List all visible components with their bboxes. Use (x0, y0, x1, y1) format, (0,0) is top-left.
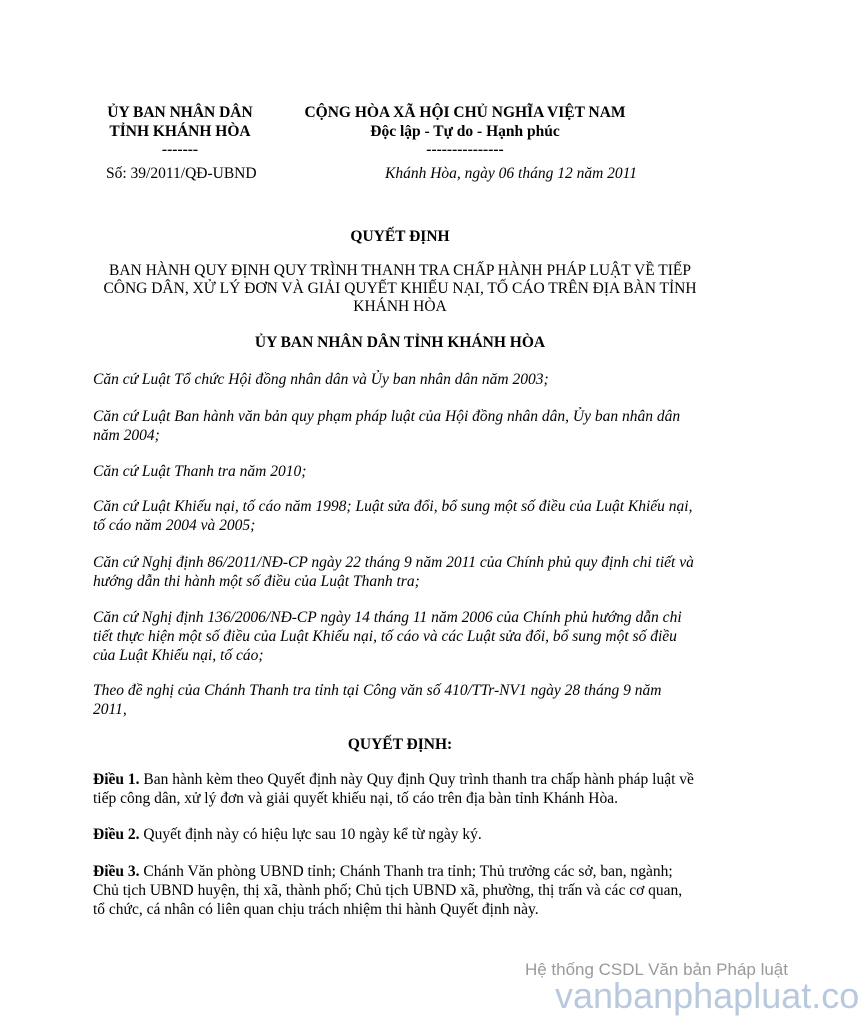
basis-line: Căn cứ Nghị định 86/2011/NĐ-CP ngày 22 tháng 9 năm 2011 của Chính phủ quy định chi tiết và (93, 554, 694, 571)
issuing-authority: ỦY BAN NHÂN DÂN TỈNH KHÁNH HÒA (254, 334, 546, 351)
article-label: Điều 3. (93, 863, 140, 880)
national-name: CỘNG HÒA XÃ HỘI CHỦ NGHĨA VIỆT NAM (304, 104, 626, 121)
legal-basis (93, 407, 713, 445)
issuer-block (80, 103, 280, 158)
basis-line: Theo đề nghị của Chánh Thanh tra tỉnh tại Công văn số 410/TTr-NV1 ngày 28 tháng 9 năm (93, 682, 662, 699)
article-line: tổ chức, cá nhân có liên quan chịu trách nhiệm thi hành Quyết định này. (93, 901, 539, 918)
article-label: Điều 1. (93, 771, 140, 788)
basis-line: hướng dẫn thi hành một số điều của Luật Thanh tra; (93, 573, 420, 590)
document-number: Số: 39/2011/QĐ-UBND (106, 165, 257, 182)
national-motto-block (285, 103, 645, 158)
decision-heading: QUYẾT ĐỊNH: (347, 736, 453, 753)
article-text: Ban hành kèm theo Quyết định này Quy định Quy trình thanh tra chấp hành pháp luật về (139, 771, 694, 788)
issuer-line1: ỦY BAN NHÂN DÂN (107, 104, 253, 121)
basis-line: của Luật Khiếu nại, tố cáo; (93, 647, 264, 664)
document-type: QUYẾT ĐỊNH (350, 228, 450, 245)
article-1 (93, 770, 713, 808)
article-line: Chủ tịch UBND huyện, thị xã, thành phố; Chủ tịch UBND xã, phường, thị trấn và các cơ quan, (93, 882, 683, 899)
legal-basis (93, 608, 713, 665)
basis-line: Căn cứ Luật Khiếu nại, tố cáo năm 1998; Luật sửa đổi, bổ sung một số điều của Luật Khiếu nại, (93, 498, 693, 515)
watermark-caption: Hệ thống CSDL Văn bản Pháp luật (524, 960, 788, 979)
article-text: Quyết định này có hiệu lực sau 10 ngày kể từ ngày ký. (139, 826, 482, 843)
basis-line: Căn cứ Luật Ban hành văn bản quy phạm pháp luật của Hội đồng nhân dân, Ủy ban nhân dân (93, 408, 681, 425)
basis-line: 2011, (93, 701, 127, 718)
subject-line: CÔNG DÂN, XỬ LÝ ĐƠN VÀ GIẢI QUYẾT KHIẾU NẠI, TỐ CÁO TRÊN ĐỊA BÀN TỈNH (103, 280, 697, 297)
article-3 (93, 862, 713, 919)
basis-line: tiết thực hiện một số điều của Luật Khiếu nại, tố cáo và các Luật sửa đổi, bổ sung một số điều (93, 628, 677, 645)
article-line: tiếp công dân, xử lý đơn và giải quyết khiếu nại, tố cáo trên địa bàn tỉnh Khánh Hòa. (93, 790, 618, 807)
basis-line: tố cáo năm 2004 và 2005; (93, 517, 256, 534)
issuer-separator: ------- (161, 141, 199, 158)
motto-separator: --------------- (426, 141, 504, 158)
legal-basis (93, 462, 713, 481)
article-line (93, 862, 713, 881)
legal-basis (93, 553, 713, 591)
article-line (93, 825, 713, 844)
legal-basis (93, 370, 713, 389)
document-date: Khánh Hòa, ngày 06 tháng 12 năm 2011 (385, 165, 638, 182)
subject-line: BAN HÀNH QUY ĐỊNH QUY TRÌNH THANH TRA CHẤP HÀNH PHÁP LUẬT VỀ TIẾP (109, 262, 691, 279)
basis-line: Căn cứ Luật Tổ chức Hội đồng nhân dân và Ủy ban nhân dân năm 2003; (93, 371, 549, 388)
basis-line: năm 2004; (93, 427, 160, 444)
issuer-line2: TỈNH KHÁNH HÒA (109, 123, 251, 140)
watermark-site: vanbanphapluat.co (555, 975, 859, 1016)
article-2 (93, 825, 713, 844)
legal-basis (93, 497, 713, 535)
article-text: Chánh Văn phòng UBND tỉnh; Chánh Thanh tra tỉnh; Thủ trưởng các sở, ban, ngành; (139, 863, 673, 880)
article-line (93, 770, 713, 789)
article-label: Điều 2. (93, 826, 140, 843)
subject-line: KHÁNH HÒA (353, 298, 447, 315)
document-subject (60, 262, 740, 316)
basis-line: Căn cứ Luật Thanh tra năm 2010; (93, 463, 307, 480)
legal-basis (93, 681, 713, 719)
basis-line: Căn cứ Nghị định 136/2006/NĐ-CP ngày 14 tháng 11 năm 2006 của Chính phủ hướng dẫn chi (93, 609, 682, 626)
national-motto: Độc lập - Tự do - Hạnh phúc (370, 123, 560, 140)
